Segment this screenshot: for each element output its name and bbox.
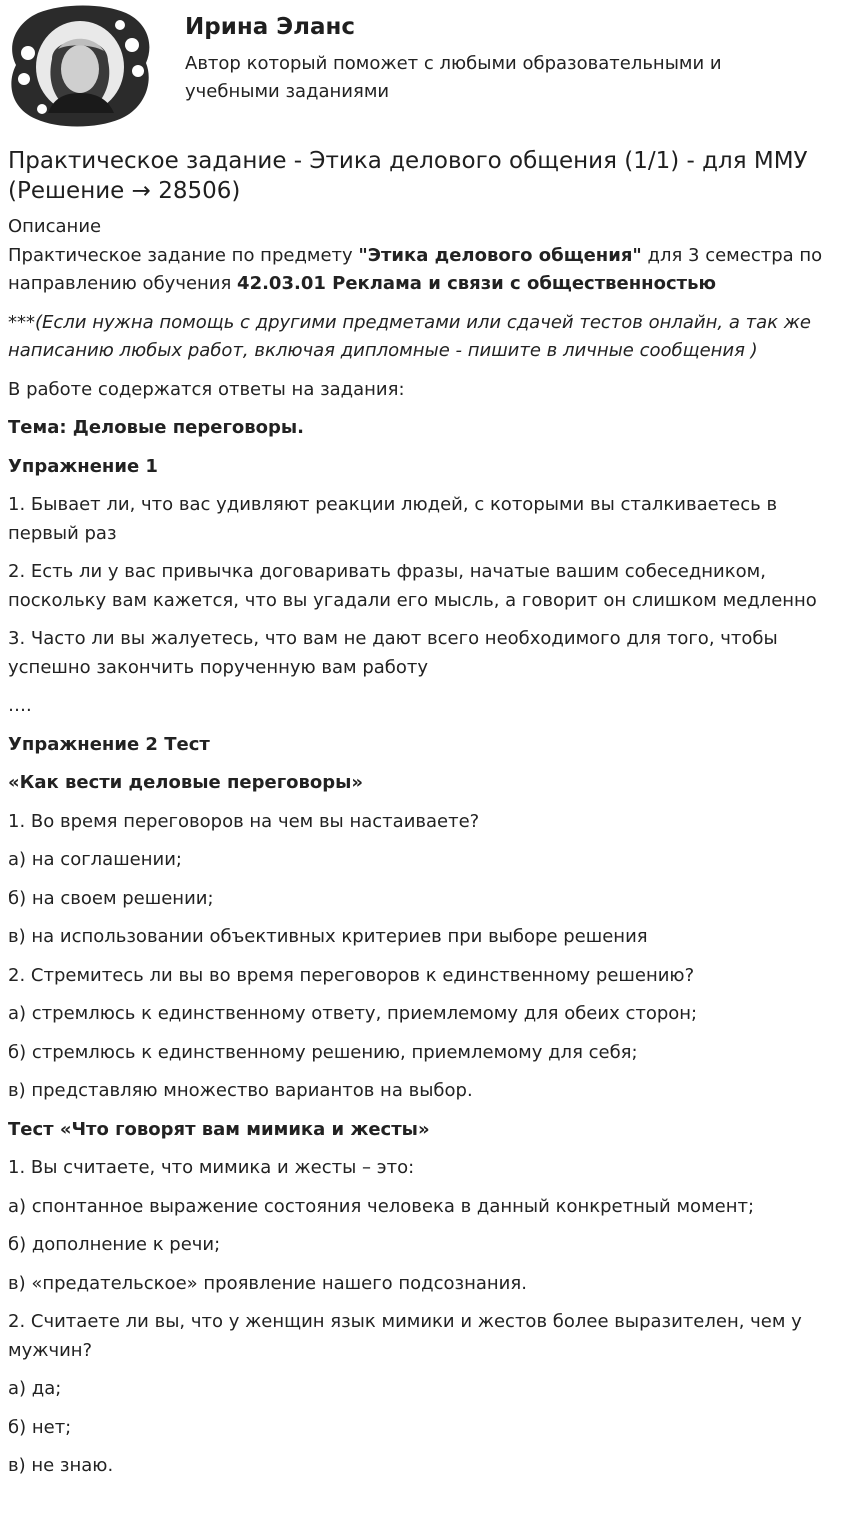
document-content [8,146,842,1491]
test3-line: а) спонтанное выражение состояния человека в данный конкретный момент; [8,1195,755,1217]
test3-line: б) нет; [8,1416,72,1438]
test3-line: 2. Считаете ли вы, что у женщин язык мимики и жестов более выразителен, чем у мужчин? [8,1311,802,1361]
exercise1-ellipsis: …. [8,695,32,716]
intro-text-1: Практическое задание по предмету [8,244,359,266]
exercise2-subheading-text: «Как вести деловые переговоры» [8,772,364,793]
help-note: ***(Если нужна помощь с другими предметами или сдачей тестов онлайн, а так же написанию любых работ, включая дипломные - пишите в личные сообщения ) [8,311,811,361]
intro-text-2: для 3 семестра по направлению обучения [8,244,823,294]
contains-text: В работе содержатся ответы на задания: [8,378,405,400]
description-intro [8,242,842,299]
author-header [0,0,847,130]
exercise2-subheading [8,769,842,798]
exercise2-line: в) на использовании объективных критериев при выборе решения [8,926,648,947]
test3-line: б) дополнение к речи; [8,1234,221,1255]
test3-heading [8,1116,842,1145]
exercise2-line: а) стремлюсь к единственному ответу, приемлемому для обеих сторон; [8,1003,698,1024]
topic-heading [8,414,842,443]
exercise2-line: б) стремлюсь к единственному решению, приемлемому для себя; [8,1041,638,1063]
intro-direction: 42.03.01 Реклама и связи с общественностью [237,273,716,294]
exercise1-heading [8,453,842,482]
topic-heading-text: Тема: Деловые переговоры. [8,417,305,438]
exercise2-line: 2. Стремитесь ли вы во время переговоров к единственному решению? [8,964,695,986]
exercise2-line: б) на своем решении; [8,887,214,909]
exercise1-item: 1. Бывает ли, что вас удивляют реакции людей, с которыми вы сталкиваетесь в первый раз [8,494,778,544]
exercise1-item: 2. Есть ли у вас привычка договаривать фразы, начатые вашим собеседником, поскольку вам кажется, что вы угадали его мысль, а говорит он слишком медленно [8,561,817,611]
author-description: Автор который поможет с любыми образовательными и учебными заданиями [185,53,722,102]
page-title: Практическое задание - Этика делового общения (1/1) - для МMУ (Решение → 28506) [8,148,808,204]
test3-line: а) да; [8,1378,62,1399]
description-label: Описание [8,216,102,237]
exercise2-heading [8,731,842,760]
exercise1-item: 3. Часто ли вы жалуетесь, что вам не дают всего необходимого для того, чтобы успешно закончить порученную вам работу [8,628,778,678]
exercise2-line: в) представляю множество вариантов на выбор. [8,1080,473,1101]
exercise1-heading-text: Упражнение 1 [8,455,158,477]
exercise2-heading-text: Упражнение 2 Тест [8,733,210,755]
exercise2-line: а) на соглашении; [8,849,182,870]
test3-line: 1. Вы считаете, что мимика и жесты – это: [8,1157,415,1178]
author-avatar[interactable] [8,5,152,127]
intro-subject: "Этика делового общения" [358,244,642,266]
test3-line: в) «предательское» проявление нашего подсознания. [8,1272,527,1294]
test3-line: в) не знаю. [8,1455,114,1476]
exercise2-line: 1. Во время переговоров на чем вы настаиваете? [8,810,480,832]
author-name[interactable]: Ирина Эланс [185,14,356,40]
test3-heading-text: Тест «Что говорят вам мимика и жесты» [8,1118,430,1140]
